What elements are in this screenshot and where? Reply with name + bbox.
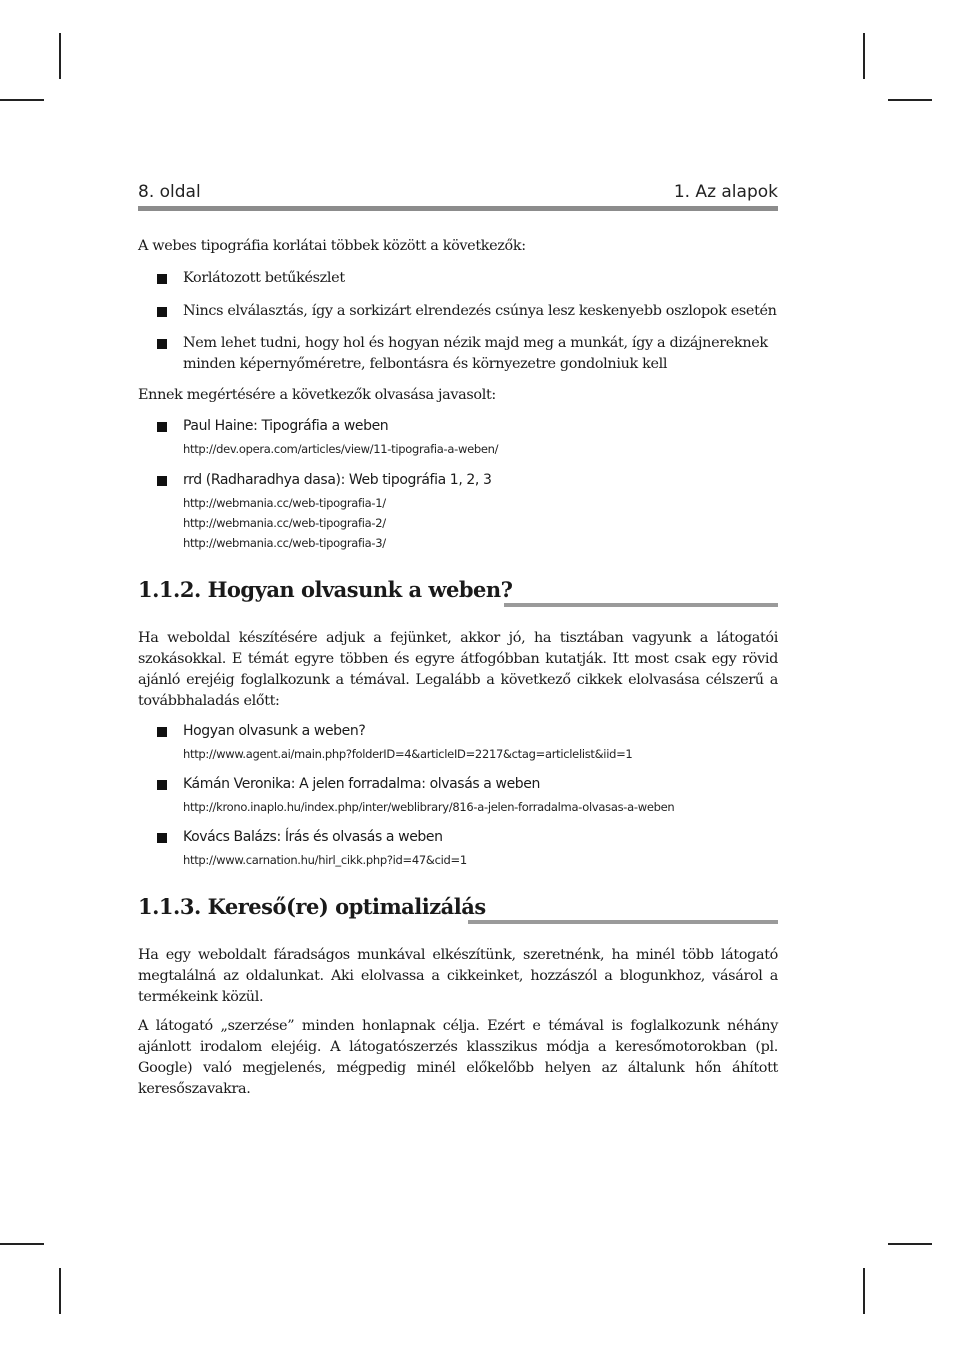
crop-mark-top-right-v: [863, 33, 865, 79]
bullet-square-icon: [157, 833, 167, 843]
reading-item: [157, 827, 778, 870]
bullet-square-icon: [157, 476, 167, 486]
bullet-square-icon: [157, 307, 167, 317]
reading-link[interactable]: http://webmania.cc/web-tipografia-3/: [183, 536, 386, 550]
reading-title: rrd (Radharadhya dasa): Web tipográfia 1, 2, 3: [183, 472, 492, 488]
header-rule: [138, 206, 778, 211]
chapter-title: 1. Az alapok: [673, 182, 778, 202]
reading-title: Kámán Veronika: A jelen forradalma: olvasás a weben: [183, 776, 540, 792]
reading-item: [157, 416, 778, 459]
reading-title: Kovács Balázs: Írás és olvasás a weben: [183, 829, 443, 845]
reading-link[interactable]: http://dev.opera.com/articles/view/11-tipografia-a-weben/: [183, 442, 499, 456]
crop-mark-top-right-h: [888, 99, 932, 101]
reading-link[interactable]: http://krono.inaplo.hu/index.php/inter/weblibrary/816-a-jelen-forradalma-olvasas-a-weben: [183, 800, 675, 814]
reading-link[interactable]: http://www.agent.ai/main.php?folderID=4&articleID=2217&ctag=articlelist&iid=1: [183, 747, 633, 761]
section-heading: 1.1.2. Hogyan olvasunk a weben?: [138, 577, 778, 603]
reading-item: [157, 774, 778, 817]
reading-intro: Ennek megértésére a következők olvasása javasolt:: [138, 387, 496, 403]
bullet-square-icon: [157, 422, 167, 432]
heading-rule: [468, 920, 778, 924]
crop-mark-bottom-right-h: [888, 1243, 932, 1245]
crop-mark-top-left-h: [0, 99, 44, 101]
reading-link[interactable]: http://webmania.cc/web-tipografia-1/: [183, 496, 386, 510]
reading-item: [157, 721, 778, 764]
bullet-square-icon: [157, 339, 167, 349]
running-head: [138, 182, 778, 204]
page-number: 8. oldal: [138, 182, 201, 202]
reading-item: [157, 470, 778, 553]
reading-title: Hogyan olvasunk a weben?: [183, 723, 366, 739]
bullet-square-icon: [157, 274, 167, 284]
reading-link[interactable]: http://www.carnation.hu/hirl_cikk.php?id=47&cid=1: [183, 853, 467, 867]
heading-rule: [504, 603, 778, 607]
crop-mark-bottom-left-v: [59, 1268, 61, 1314]
reading-title: Paul Haine: Tipográfia a weben: [183, 418, 389, 434]
bullet-square-icon: [157, 727, 167, 737]
intro-paragraph: A webes tipográfia korlátai többek között a következők:: [138, 238, 526, 254]
section-paragraph: A látogató „szerzése” minden honlapnak célja. Ezért e témával is foglalkozunk néhány ajánlott irodalom elejéig. A látogatószerzés klasszikus módja a keresőmotorokban (pl. Google) való megjelenés, mégpedig minél előkelőbb helyen az általunk hőn áhított keresőszavakra.: [138, 1018, 778, 1097]
reading-link[interactable]: http://webmania.cc/web-tipografia-2/: [183, 516, 386, 530]
crop-mark-top-left-v: [59, 33, 61, 79]
list-item: Nem lehet tudni, hogy hol és hogyan nézik majd meg a munkát, így a dizájnereknek minden képernyőméretre, felbontásra és környezetre gondolniuk kell: [157, 333, 778, 375]
section-paragraph: Ha weboldal készítésére adjuk a fejünket, akkor jó, ha tisztában vagyunk a látogatói szokásokkal. E témát egyre többen és egyre átfogóbban kutatják. Itt most csak egy rövid ajánló erejéig foglalkozunk a témával. Legalább a következő cikkek elolvasása célszerű a továbbhaladás előtt:: [138, 630, 778, 709]
list-item: Nincs elválasztás, így a sorkizárt elrendezés csúnya lesz keskenyebb oszlopok esetén: [157, 301, 778, 322]
crop-mark-bottom-right-v: [863, 1268, 865, 1314]
crop-mark-bottom-left-h: [0, 1243, 44, 1245]
section-heading: 1.1.3. Kereső(re) optimalizálás: [138, 894, 778, 920]
section-paragraph: Ha egy weboldalt fáradságos munkával elkészítünk, szeretnénk, ha minél több látogató megtalálná az oldalunkat. Aki elolvassa a cikkeinket, hozzászól a blogunkhoz, vásárol a termékeink közül.: [138, 947, 778, 1005]
list-item: Korlátozott betűkészlet: [157, 268, 778, 289]
bullet-square-icon: [157, 780, 167, 790]
